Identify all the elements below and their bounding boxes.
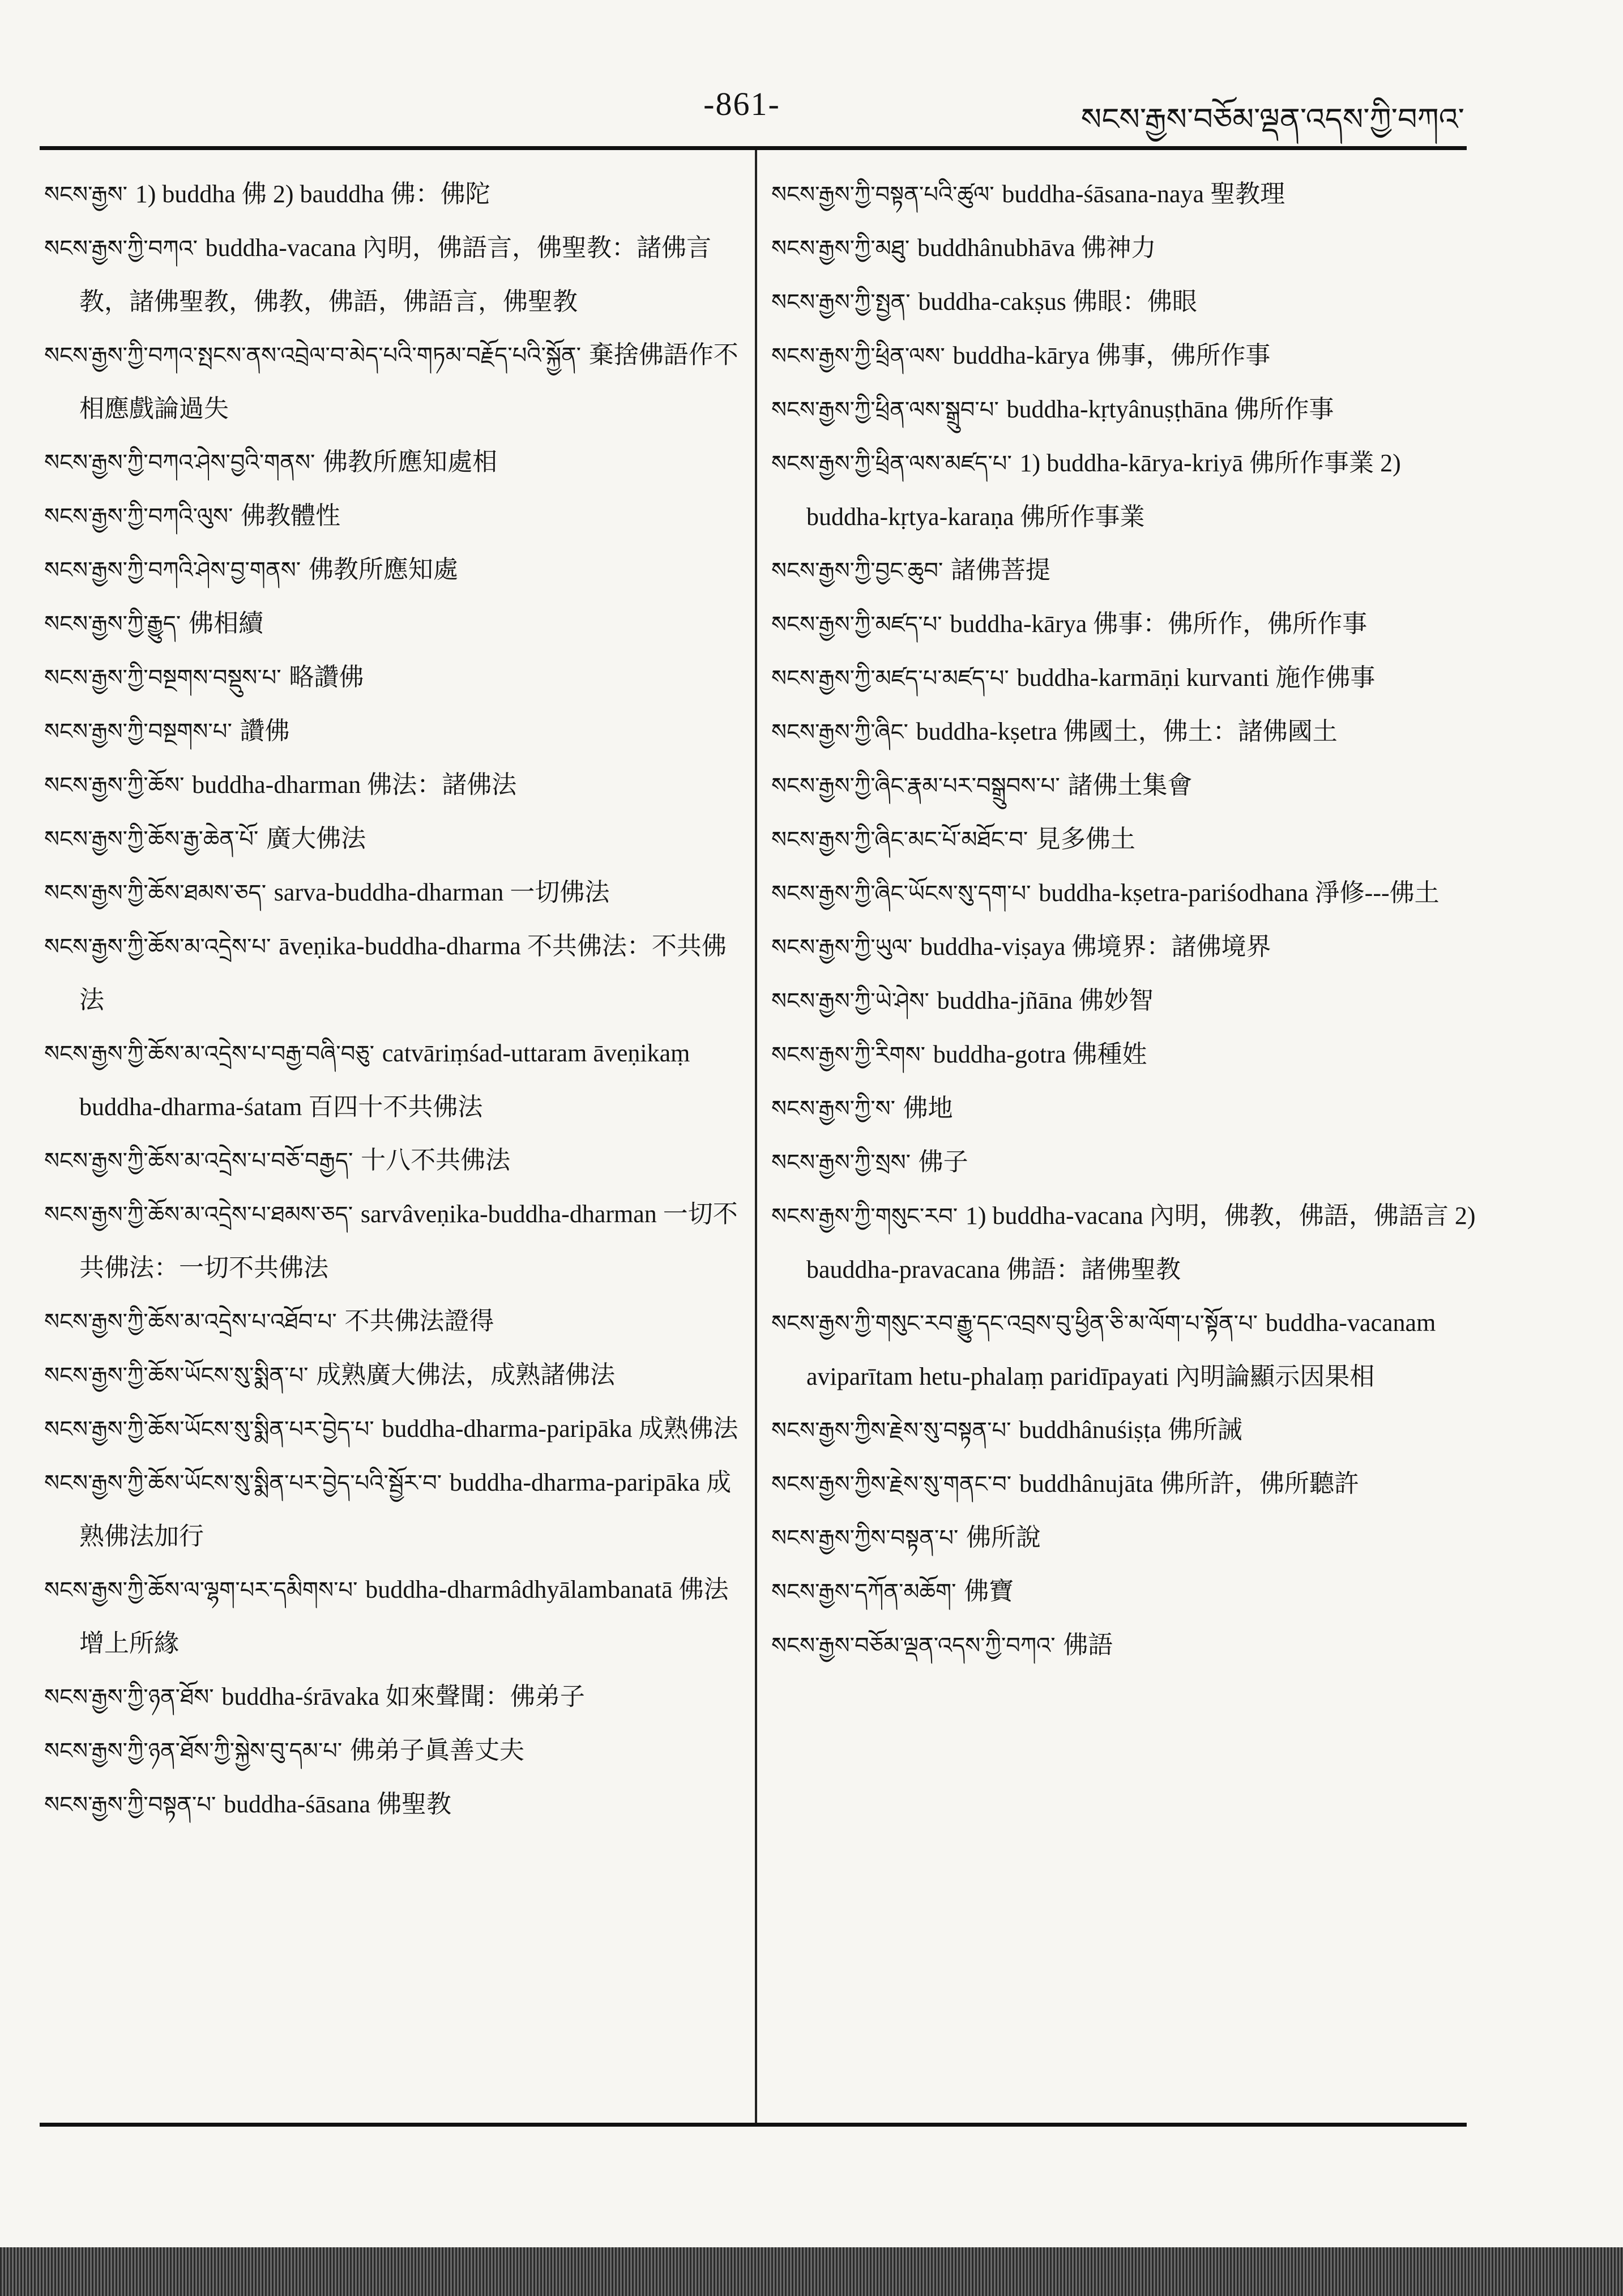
entry-definition: 佛教所應知處相 — [323, 448, 498, 476]
dictionary-entry — [771, 1028, 1479, 1082]
dictionary-entry — [771, 1565, 1479, 1619]
dictionary-entry — [771, 1082, 1479, 1136]
entry-definition: 1) buddha 佛 2) bauddha 佛：佛陀 — [135, 180, 490, 208]
dictionary-entry — [771, 275, 1479, 329]
dictionary-entry — [44, 1027, 740, 1134]
dictionary-entry — [44, 436, 740, 489]
entry-definition: 佛教體性 — [241, 502, 341, 530]
dictionary-entry — [44, 221, 740, 328]
dictionary-entry — [771, 544, 1479, 598]
entry-definition: 佛所說 — [966, 1523, 1041, 1551]
entry-definition: catvāriṃśad-uttaram āveṇikaṃ buddha-dharma-śatam 百四十不共佛法 — [79, 1039, 690, 1121]
dictionary-entry — [771, 867, 1479, 920]
left-column — [44, 168, 740, 2116]
dictionary-entry — [771, 383, 1479, 437]
entry-definition: 1) buddha-vacana 內明，佛教，佛語，佛語言 2) bauddha-pravacana 佛語：諸佛聖教 — [806, 1202, 1476, 1283]
entry-headword: སངས་རྒྱས་ཀྱི་ཞིང་ཡོངས་སུ་དག་པ་ — [771, 881, 1031, 907]
entry-headword: སངས་རྒྱས་ཀྱི་ཆོས་ལ་ལྷག་པར་དམིགས་པ་ — [44, 1577, 358, 1603]
dictionary-entry — [44, 920, 740, 1027]
entry-definition: 略讚佛 — [289, 663, 364, 691]
dictionary-entry — [44, 866, 740, 920]
entry-definition: 佛相續 — [189, 609, 263, 637]
entry-headword: སངས་རྒྱས་ཀྱི་ཆོས་མ་འདྲེས་པ་ཐམས་ཅད་ — [44, 1202, 353, 1228]
entry-definition: buddhânujāta 佛所許，佛所聽許 — [1019, 1470, 1359, 1497]
column-divider — [755, 150, 757, 2123]
entry-definition: buddha-śrāvaka 如來聲聞：佛弟子 — [221, 1683, 585, 1710]
header-rule — [40, 146, 1467, 150]
entry-definition: buddha-cakṣus 佛眼：佛眼 — [918, 288, 1197, 315]
entry-definition: buddha-gotra 佛種姓 — [933, 1040, 1147, 1068]
running-head: སངས་རྒྱས་བཅོམ་ལྡན་འདས་ཀྱི་བཀའ་ — [1080, 101, 1464, 137]
entry-headword: སངས་རྒྱས་ — [44, 182, 128, 208]
entry-headword: སངས་རྒྱས་ཀྱི་ཉན་ཐོས་ཀྱི་སྐྱེས་བུ་དམ་པ་ — [44, 1738, 343, 1764]
entry-definition: 諸佛土集會 — [1067, 771, 1193, 799]
dictionary-entry — [44, 1563, 740, 1670]
entry-headword: སངས་རྒྱས་ཀྱི་མཐུ་ — [771, 236, 910, 262]
dictionary-entry — [771, 598, 1479, 651]
dictionary-entry — [771, 1619, 1479, 1672]
dictionary-entry — [44, 168, 740, 221]
dictionary-entry — [771, 1457, 1479, 1511]
entry-headword: སངས་རྒྱས་ཀྱི་བསྔགས་པ་ — [44, 719, 232, 745]
entry-headword: སངས་རྒྱས་ཀྱི་གསུང་རབ་ — [771, 1204, 958, 1230]
entry-definition: 佛教所應知處 — [308, 556, 458, 583]
entry-headword: སངས་རྒྱས་ཀྱི་ཞིང་ — [771, 719, 908, 745]
entry-headword: སངས་རྒྱས་ཀྱི་བཀའི་ལུས་ — [44, 503, 233, 530]
entry-definition: 見多佛土 — [1035, 825, 1135, 853]
entry-headword: སངས་རྒྱས་ཀྱི་བསྟན་པ་ — [44, 1792, 216, 1818]
entry-headword: སངས་རྒྱས་ཀྱིས་བསྟན་པ་ — [771, 1525, 959, 1551]
entry-headword: སངས་རྒྱས་ཀྱི་བསྔགས་བསྡུས་པ་ — [44, 665, 281, 691]
entry-headword: སངས་རྒྱས་ཀྱི་ཕྲིན་ལས་སྒྲུབ་པ་ — [771, 397, 999, 423]
entry-headword: སངས་རྒྱས་ཀྱི་སྤྱན་ — [771, 289, 911, 315]
right-column — [771, 168, 1479, 2116]
entry-headword: སངས་རྒྱས་ཀྱི་ཆོས་མ་འདྲེས་པ་ — [44, 934, 271, 960]
entry-headword: སངས་རྒྱས་ཀྱི་མཛད་པ་ — [771, 612, 942, 638]
dictionary-entry — [44, 489, 740, 543]
entry-headword: སངས་རྒྱས་ཀྱི་ཆོས་ཡོངས་སུ་སྨིན་པ་ — [44, 1363, 309, 1389]
entry-definition: 1) buddha-kārya-kriyā 佛所作事業 2) buddha-kṛtya-karaṇa 佛所作事業 — [806, 449, 1401, 531]
dictionary-entry — [771, 920, 1479, 974]
entry-headword: སངས་རྒྱས་ཀྱི་བསྟན་པའི་ཚུལ་ — [771, 182, 994, 208]
entry-headword: སངས་རྒྱས་ཀྱི་ཕྲིན་ལས་ — [771, 343, 945, 369]
entry-definition: 廣大佛法 — [266, 825, 366, 852]
entry-definition: buddha-vacana 內明，佛語言，佛聖教：諸佛言教，諸佛聖教，佛教，佛語，佛語言，佛聖教 — [79, 234, 711, 315]
entry-definition: buddha-dharmâdhyālambanatā 佛法增上所緣 — [79, 1576, 729, 1657]
entry-definition: buddha-vacanam aviparītam hetu-phalaṃ paridīpayati 內明論顯示因果相 — [806, 1309, 1436, 1390]
entry-definition: sarva-buddha-dharman 一切佛法 — [274, 878, 610, 906]
dictionary-entry — [771, 168, 1479, 221]
entry-headword: སངས་རྒྱས་ཀྱི་ཆོས་ཡོངས་སུ་སྨིན་པར་བྱེད་པ་ — [44, 1416, 374, 1443]
entry-headword: སངས་རྒྱས་ཀྱི་བཀའི་ཤེས་བྱ་གནས་ — [44, 557, 301, 583]
entry-headword: སངས་རྒྱས་ཀྱི་ཉན་ཐོས་ — [44, 1684, 214, 1710]
entry-headword: སངས་རྒྱས་ཀྱི་བཀའ་ — [44, 236, 198, 262]
entry-headword: སངས་རྒྱས་ཀྱི་ཆོས་ཡོངས་སུ་སྨིན་པར་བྱེད་པའི་སྦྱོར་བ་ — [44, 1470, 442, 1496]
dictionary-entry — [44, 1402, 740, 1456]
entry-headword: སངས་རྒྱས་ཀྱི་ཕྲིན་ལས་མཛད་པ་ — [771, 451, 1012, 477]
entry-definition: buddha-karmāṇi kurvanti 施作佛事 — [1016, 664, 1376, 692]
entry-headword: སངས་རྒྱས་ཀྱི་བཀའ་ཤེས་བྱའི་གནས་ — [44, 450, 315, 476]
entry-definition: 讚佛 — [240, 717, 290, 745]
dictionary-entry — [44, 705, 740, 758]
dictionary-entry — [771, 705, 1479, 759]
entry-definition: buddha-jñāna 佛妙智 — [937, 987, 1154, 1014]
entry-definition: 佛語 — [1063, 1631, 1113, 1659]
entry-headword: སངས་རྒྱས་ཀྱི་ཆོས་མ་འདྲེས་པ་འཐོབ་པ་ — [44, 1309, 337, 1335]
dictionary-entry — [771, 437, 1479, 544]
dictionary-entry — [771, 813, 1479, 867]
dictionary-entry — [44, 1134, 740, 1188]
dictionary-entry — [771, 974, 1479, 1028]
dictionary-entry — [44, 651, 740, 705]
entry-definition: buddha-kṣetra 佛國土，佛土：諸佛國土 — [916, 718, 1338, 745]
entry-definition: 佛弟子眞善丈夫 — [350, 1736, 524, 1764]
dictionary-entry — [771, 1403, 1479, 1457]
dictionary-entry — [771, 1189, 1479, 1296]
dictionary-entry — [771, 1511, 1479, 1565]
entry-headword: སངས་རྒྱས་ཀྱི་ཆོས་ཐམས་ཅད་ — [44, 880, 267, 906]
dictionary-entry — [44, 543, 740, 597]
entry-headword: སངས་རྒྱས་ཀྱི་ཆོས་མ་འདྲེས་པ་བཅོ་བརྒྱད་ — [44, 1148, 353, 1174]
entry-headword: སངས་རྒྱས་ཀྱི་གསུང་རབ་རྒྱུ་དང་འབྲས་བུ་ཕྱིན་ཅི་མ་ལོག་པ་སྟོན་པ་ — [771, 1311, 1258, 1337]
entry-definition: buddha-viṣaya 佛境界：諸佛境界 — [920, 933, 1271, 961]
entry-headword: སངས་རྒྱས་དཀོན་མཆོག་ — [771, 1579, 956, 1605]
entry-definition: 不共佛法證得 — [344, 1307, 494, 1335]
entry-headword: སངས་རྒྱས་ཀྱི་ཡེ་ཤེས་ — [771, 988, 929, 1014]
dictionary-entry — [771, 651, 1479, 705]
entry-headword: སངས་རྒྱས་ཀྱི་བྱང་ཆུབ་ — [771, 558, 943, 584]
entry-definition: buddha-dharma-paripāka 成熟佛法 — [382, 1415, 738, 1443]
dictionary-entry — [44, 1188, 740, 1295]
entry-definition: buddha-śāsana 佛聖教 — [224, 1790, 452, 1818]
entry-definition: buddha-kārya 佛事：佛所作，佛所作事 — [950, 610, 1368, 638]
dictionary-entry — [44, 758, 740, 812]
entry-definition: āveṇika-buddha-dharma 不共佛法：不共佛法 — [79, 932, 727, 1014]
entry-definition: 成熟廣大佛法，成熟諸佛法 — [316, 1361, 616, 1389]
entry-headword: སངས་རྒྱས་ཀྱི་ཆོས་མ་འདྲེས་པ་བརྒྱ་བཞི་བཅུ་ — [44, 1041, 375, 1067]
entry-definition: 佛地 — [903, 1094, 953, 1122]
entry-definition: 棄捨佛語作不相應戲論過失 — [79, 341, 738, 423]
entry-definition: 佛寶 — [964, 1577, 1014, 1605]
dictionary-entry — [44, 1348, 740, 1402]
entry-definition: buddha-dharman 佛法：諸佛法 — [192, 771, 517, 799]
dictionary-entry — [771, 1136, 1479, 1189]
entry-definition: buddha-kṛtyânuṣṭhāna 佛所作事 — [1006, 395, 1334, 423]
dictionary-entry — [44, 1295, 740, 1348]
entry-definition: buddha-dharma-paripāka 成熟佛法加行 — [79, 1469, 732, 1550]
dictionary-entry — [771, 1296, 1479, 1403]
footer-rule — [40, 2123, 1467, 2127]
entry-headword: སངས་རྒྱས་ཀྱི་ཆོས་ — [44, 773, 185, 799]
dictionary-entry — [771, 759, 1479, 813]
entry-headword: སངས་རྒྱས་ཀྱི་ས་ — [771, 1096, 895, 1122]
entry-definition: buddha-kārya 佛事，佛所作事 — [953, 342, 1271, 369]
entry-definition: buddha-kṣetra-pariśodhana 淨修---佛土 — [1039, 879, 1440, 907]
dictionary-entry — [771, 329, 1479, 383]
entry-headword: སངས་རྒྱས་ཀྱི་མཛད་པ་མཛད་པ་ — [771, 665, 1009, 692]
dictionary-entry — [44, 1670, 740, 1724]
entry-headword: སངས་རྒྱས་ཀྱི་བཀའ་སྤངས་ནས་འབྲེལ་བ་མེད་པའི་གཏམ་བརྗོད་པའི་སྐྱོན་ — [44, 343, 582, 369]
dictionary-entry — [44, 1724, 740, 1778]
entry-definition: buddhânubhāva 佛神力 — [917, 234, 1156, 262]
entry-definition: 諸佛菩提 — [950, 556, 1050, 584]
dictionary-entry — [44, 1456, 740, 1563]
entry-definition: sarvâveṇika-buddha-dharman 一切不共佛法：一切不共佛法 — [79, 1200, 738, 1282]
dictionary-entry — [44, 812, 740, 866]
entry-headword: སངས་རྒྱས་ཀྱི་སྲས་ — [771, 1150, 911, 1176]
entry-headword: སངས་རྒྱས་ཀྱི་ཆོས་རྒྱ་ཆེན་པོ་ — [44, 826, 259, 852]
entry-headword: སངས་རྒྱས་ཀྱི་ཞིང་མང་པོ་མཐོང་བ་ — [771, 827, 1028, 853]
dictionary-entry — [771, 221, 1479, 275]
entry-headword: སངས་རྒྱས་བཅོམ་ལྡན་འདས་ཀྱི་བཀའ་ — [771, 1633, 1056, 1659]
entry-definition: buddha-śāsana-naya 聖教理 — [1002, 180, 1285, 208]
dictionary-entry — [44, 1778, 740, 1832]
entry-definition: buddhânuśiṣṭa 佛所誡 — [1019, 1416, 1242, 1444]
entry-headword: སངས་རྒྱས་ཀྱི་རྒྱུད་ — [44, 611, 181, 637]
entry-headword: སངས་རྒྱས་ཀྱིས་རྗེས་སུ་བསྟན་པ་ — [771, 1418, 1011, 1444]
dictionary-entry — [44, 328, 740, 436]
entry-headword: སངས་རྒྱས་ཀྱི་རིགས་ — [771, 1042, 926, 1068]
dictionary-entry — [44, 597, 740, 651]
page-number: -861- — [703, 86, 780, 122]
scan-edge-band — [0, 2247, 1623, 2296]
entry-definition: 佛子 — [918, 1148, 968, 1176]
entry-definition: 十八不共佛法 — [361, 1146, 511, 1174]
entry-headword: སངས་རྒྱས་ཀྱི་ཡུལ་ — [771, 934, 913, 961]
entry-headword: སངས་རྒྱས་ཀྱིས་རྗེས་སུ་གནང་བ་ — [771, 1471, 1012, 1497]
entry-headword: སངས་རྒྱས་ཀྱི་ཞིང་རྣམ་པར་བསྒྲུབས་པ་ — [771, 773, 1060, 799]
